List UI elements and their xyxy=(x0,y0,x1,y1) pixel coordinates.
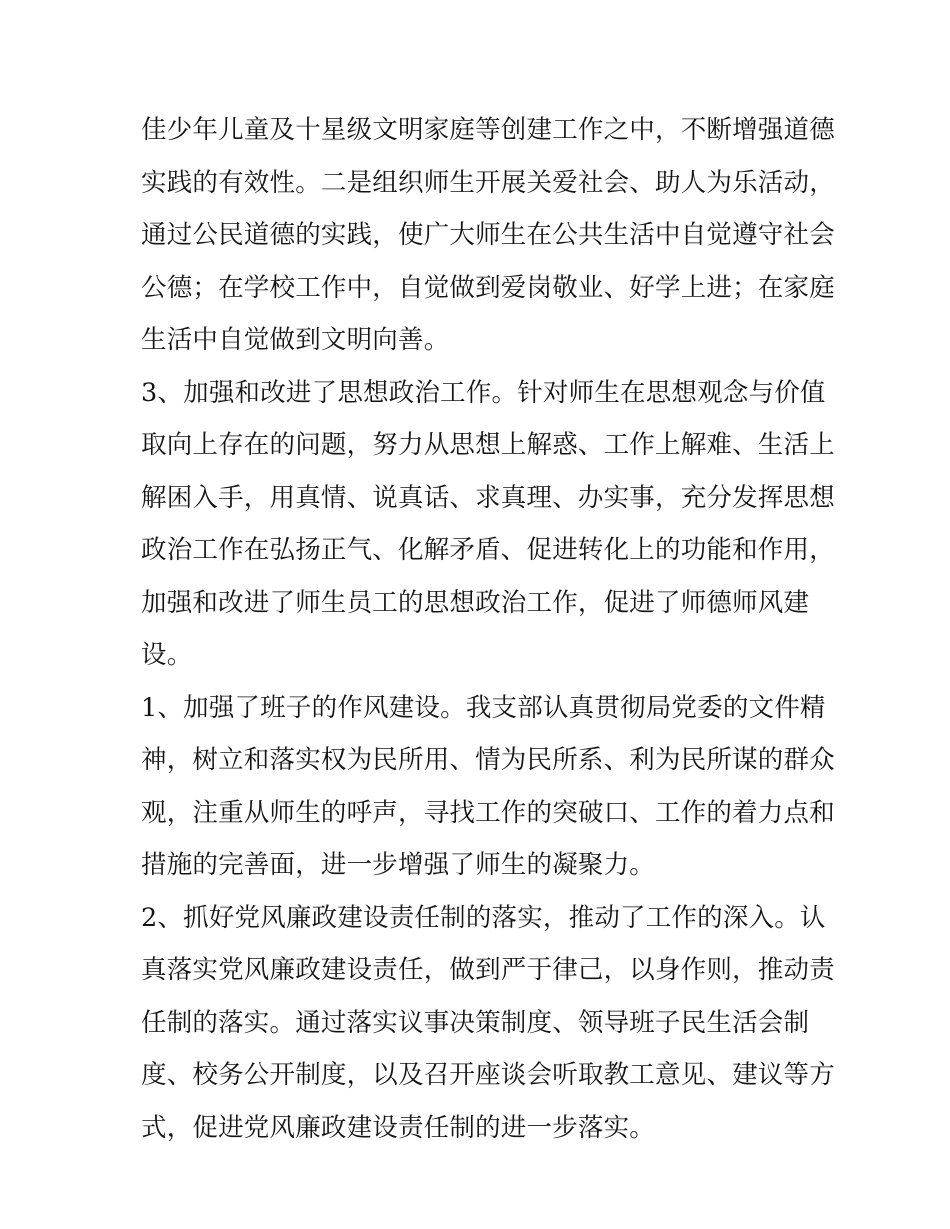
text-line: 措施的完善面，进一步增强了师生的凝聚力。 xyxy=(141,850,656,880)
text-line: 设。 xyxy=(141,640,193,670)
text-line: 式，促进党风廉政建设责任制的进一步落实。 xyxy=(141,1112,656,1143)
text-line: 通过公民道德的实践，使广大师生在公共生活中自觉遵守社会 xyxy=(141,220,835,250)
text-line: 实践的有效性。二是组织师生开展关爱社会、助人为乐活动， xyxy=(141,167,835,198)
text-line: 生活中自觉做到文明向善。 xyxy=(141,325,450,355)
text-line: 神，树立和落实权为民所用、情为民所系、利为民所谋的群众 xyxy=(141,745,835,775)
text-line: 观，注重从师生的呼声，寻找工作的突破口、工作的着力点和 xyxy=(141,797,835,828)
text-line: 解困入手，用真情、说真话、求真理、办实事，充分发挥思想 xyxy=(141,482,835,513)
document-body xyxy=(141,104,835,1154)
text-line: 加强和改进了师生员工的思想政治工作，促进了师德师风建 xyxy=(141,587,810,618)
text-line: 2、抓好党风廉政建设责任制的落实，推动了工作的深入。认 xyxy=(141,902,826,933)
text-line: 3、加强和改进了思想政治工作。针对师生在思想观念与价值 xyxy=(141,377,826,408)
text-line: 任制的落实。通过落实议事决策制度、领导班子民生活会制 xyxy=(141,1007,810,1038)
text-line: 取向上存在的问题，努力从思想上解惑、工作上解难、生活上 xyxy=(141,430,835,460)
text-line: 1、加强了班子的作风建设。我支部认真贯彻局党委的文件精 xyxy=(141,692,826,723)
text-line: 公德；在学校工作中，自觉做到爱岗敬业、好学上进；在家庭 xyxy=(141,272,835,303)
text-line: 真落实党风廉政建设责任，做到严于律己，以身作则，推动责 xyxy=(141,955,835,985)
text-line: 佳少年儿童及十星级文明家庭等创建工作之中，不断增强道德 xyxy=(141,115,835,145)
text-line: 度、校务公开制度，以及召开座谈会听取教工意见、建议等方 xyxy=(141,1060,835,1090)
text-line: 政治工作在弘扬正气、化解矛盾、促进转化上的功能和作用， xyxy=(141,535,835,565)
